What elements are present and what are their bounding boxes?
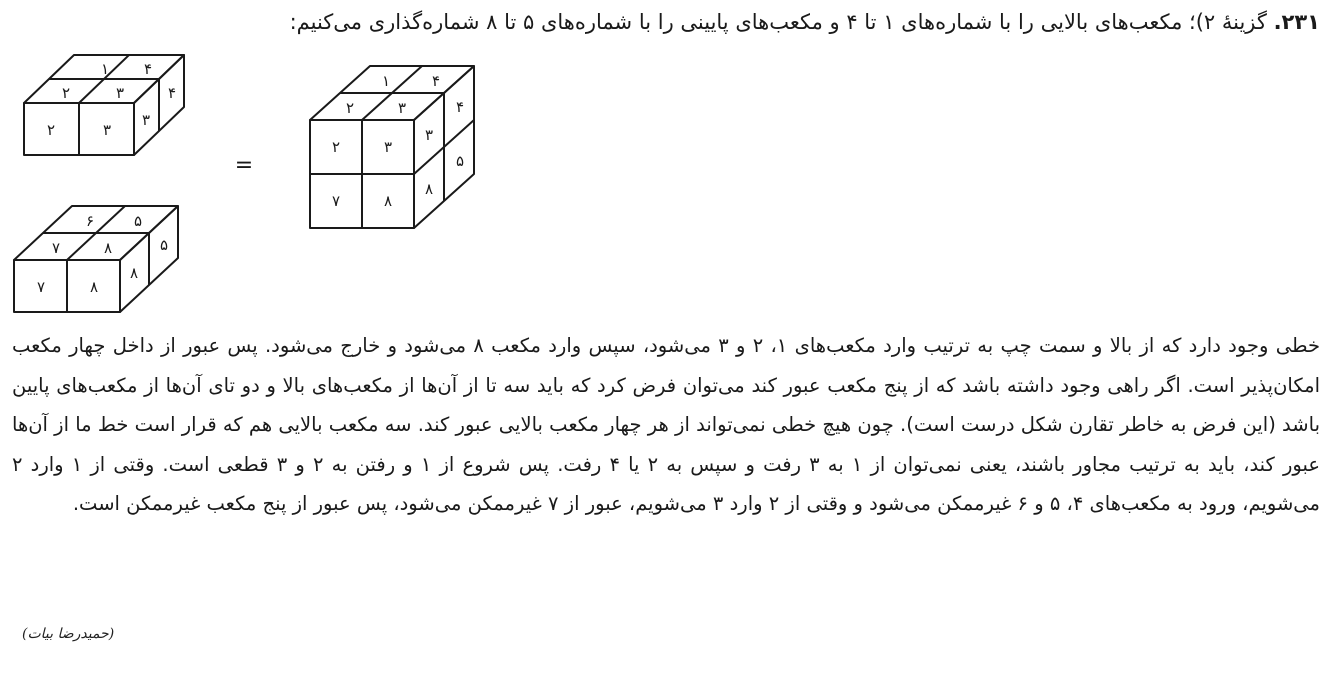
top-block-side-label-3: ۳ [141,111,151,129]
question-number: ۲۳۱. [1273,10,1320,34]
top-block-top-label-3: ۳ [115,84,125,102]
top-block-side-label-4: ۴ [167,84,177,102]
combined-front-label-7: ۷ [331,192,341,210]
bottom-block-top-label-7: ۷ [51,239,61,257]
combined-front-label-3: ۳ [383,138,393,156]
bottom-block-front-label-7: ۷ [36,278,46,296]
top-block-front-label-3: ۳ [102,121,112,139]
combined-top-label-1: ۱ [381,72,391,90]
combined-front-label-8: ۸ [383,192,393,210]
combined-top-label-4: ۴ [431,72,441,90]
combined-side-label-3: ۳ [424,126,434,144]
combined-top-label-2: ۲ [345,99,355,117]
cube-figure [0,0,520,320]
top-block-top-label-4: ۴ [143,60,153,78]
combined-side-label-8: ۸ [424,180,434,198]
bottom-block-top-label-5: ۵ [133,212,143,230]
author-signature: (حمیدرضا بیات) [22,626,115,642]
bottom-block-side-label-5: ۵ [159,236,169,254]
question-intro-text: گزینهٔ ۲)؛ مکعب‌های بالایی را با شماره‌های ۱ تا ۴ و مکعب‌های پایینی را با شماره‌های ۵ تا ۸ شماره‌گذاری می‌کنیم: [289,10,1267,34]
combined-side-label-4: ۴ [455,98,465,116]
combined-front-label-2: ۲ [331,138,341,156]
top-block-top-label-2: ۲ [61,84,71,102]
solution-paragraph: خطی وجود دارد که از بالا و سمت چپ به ترتیب وارد مکعب‌های ۱، ۲ و ۳ می‌شود، سپس وارد مکعب ۸ می‌شود و خارج می‌شود. پس عبور از داخل چهار مکعب امکان‌پذیر است. اگر راهی وجود داشته باشد که از پنج مکعب عبور کند می‌توان فرض کرد که باید سه تا از آن‌ها از مکعب‌های بالا و دو تای آن‌ها از مکعب‌های پایین باشد (این فرض به خاطر تقارن شکل درست است). چون هیچ خطی نمی‌تواند از هر چهار مکعب بالایی عبور کند. سه مکعب بالایی هم که قرار است خط ما از آن‌ها عبور کند، باید به ترتیب مجاور باشند، یعنی نمی‌توان از ۱ به ۳ رفت و سپس به ۲ یا ۴ رفت. پس شروع از ۱ و رفتن به ۲ و ۳ قطعی است. وقتی از ۱ وارد ۲ می‌شویم، ورود به مکعب‌های ۴، ۵ و ۶ غیرممکن می‌شود و وقتی از ۲ وارد ۳ می‌شویم، عبور از ۷ غیرممکن می‌شود، پس عبور از پنج مکعب غیرممکن است. [12,334,1321,515]
top-block-front-label-2: ۲ [46,121,56,139]
bottom-block-side-label-8: ۸ [129,264,139,282]
bottom-block-top-label-6: ۶ [85,212,95,230]
combined-top-label-3: ۳ [397,99,407,117]
top-block-top-label-1: ۱ [100,60,110,78]
bottom-block-drawing [14,206,178,312]
combined-side-label-5: ۵ [455,152,465,170]
equals-sign: = [234,153,254,178]
bottom-block-front-label-8: ۸ [89,278,99,296]
bottom-block-top-label-8: ۸ [103,239,113,257]
